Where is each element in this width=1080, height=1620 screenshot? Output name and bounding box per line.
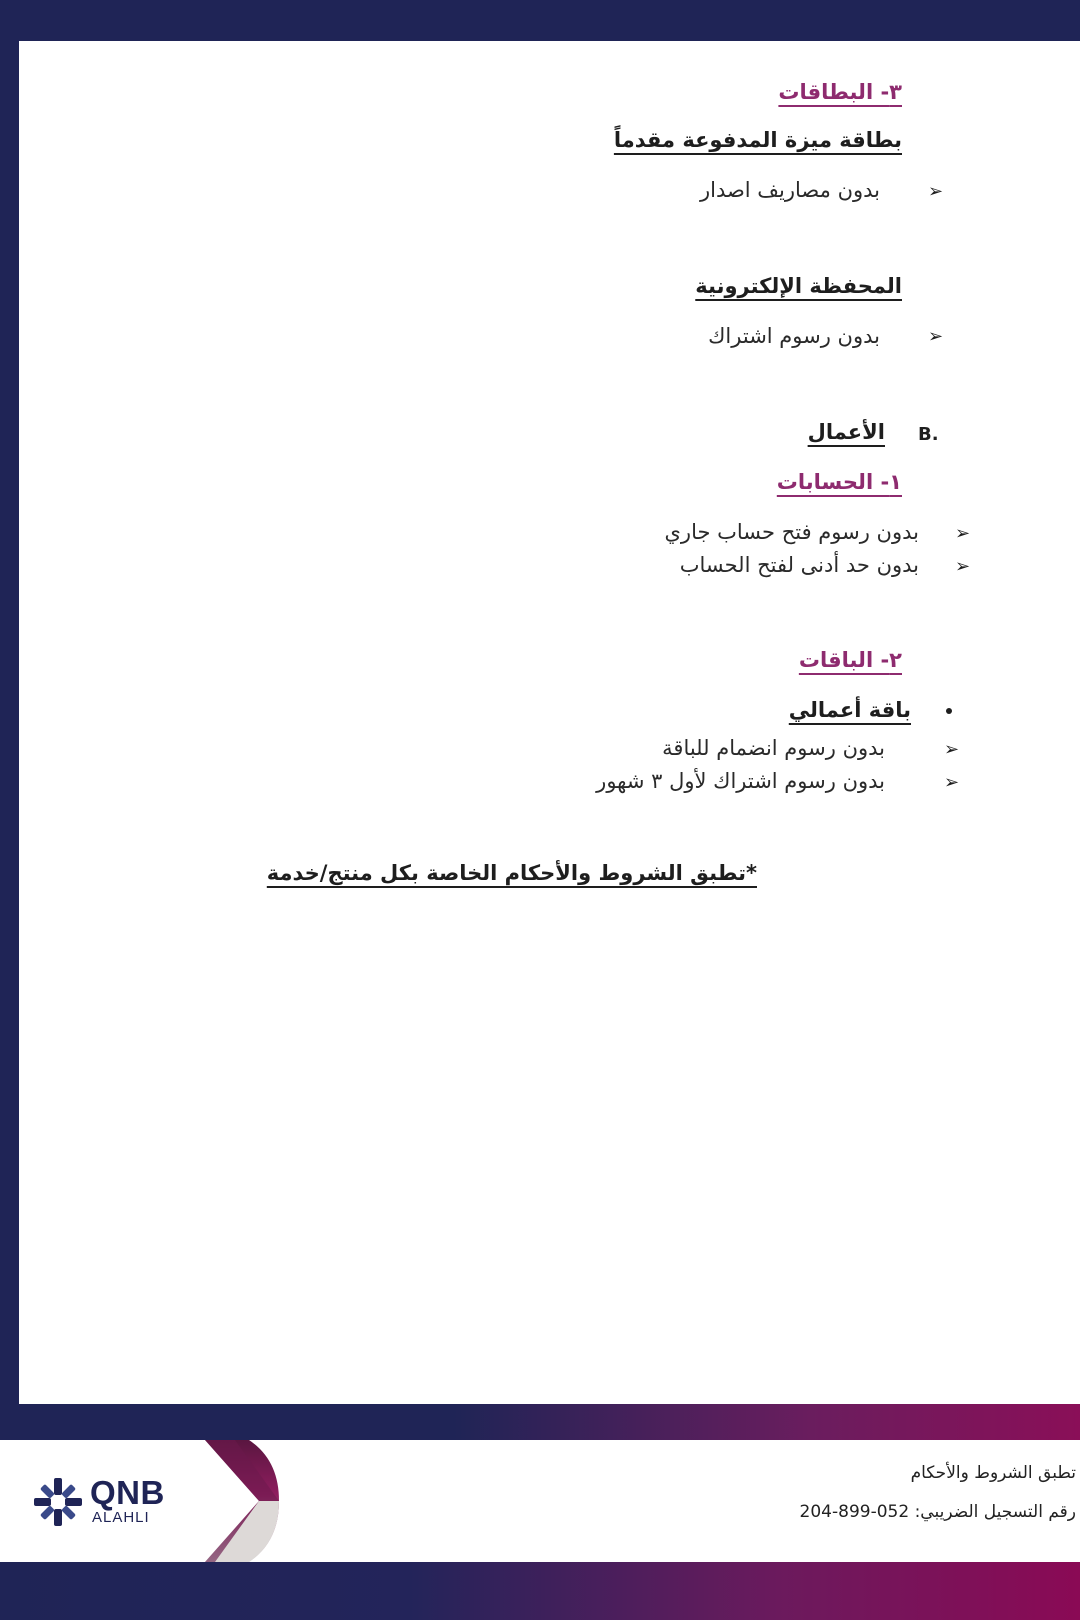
package-item: بدون رسوم اشتراك لأول ٣ شهور	[596, 769, 885, 793]
arrow-bullet-icon: ➢	[955, 523, 971, 544]
cards-heading: ٣- البطاقات	[778, 80, 902, 104]
logo-subtitle: ALAHLI	[92, 1509, 150, 1526]
meeza-card-title: بطاقة ميزة المدفوعة مقدماً	[613, 128, 902, 152]
arrow-bullet-icon: ➢	[928, 326, 944, 347]
arrow-bullet-icon: ➢	[928, 181, 944, 202]
frame-top	[0, 0, 1080, 41]
package-item: بدون رسوم انضمام للباقة	[662, 736, 885, 760]
arrow-bullet-icon: ➢	[944, 772, 960, 793]
qnb-logo-icon	[32, 1476, 84, 1528]
business-marker: B.	[918, 424, 939, 445]
footer-bar	[0, 1562, 1080, 1620]
meeza-item: بدون مصاريف اصدار	[699, 178, 880, 202]
packages-heading: ٢- الباقات	[798, 648, 902, 672]
qnb-logo	[32, 1474, 182, 1530]
business-title: الأعمال	[807, 420, 885, 444]
package-title: باقة أعمالي	[788, 698, 911, 722]
terms-note: *تطبق الشروط والأحكام الخاصة بكل منتج/خدمة	[266, 861, 757, 885]
wallet-title: المحفظة الإلكترونية	[695, 274, 902, 298]
arrow-bullet-icon: ➢	[955, 556, 971, 577]
bullet-dot-icon	[946, 708, 952, 714]
accounts-heading: ١- الحسابات	[776, 470, 902, 494]
frame-bottom	[0, 1404, 1080, 1440]
wallet-item: بدون رسوم اشتراك	[708, 324, 880, 348]
footer-tax-number: رقم التسجيل الضريبي: 052-899-204	[799, 1502, 1076, 1522]
page-content	[19, 41, 1080, 1404]
accounts-item: بدون رسوم فتح حساب جاري	[664, 520, 919, 544]
footer-terms: تطبق الشروط والأحكام	[910, 1463, 1076, 1483]
accounts-item: بدون حد أدنى لفتح الحساب	[679, 553, 919, 577]
logo-wordmark: QNB	[90, 1474, 165, 1511]
decorative-chevron	[205, 1440, 279, 1562]
frame-left	[0, 0, 19, 1440]
arrow-bullet-icon: ➢	[944, 739, 960, 760]
